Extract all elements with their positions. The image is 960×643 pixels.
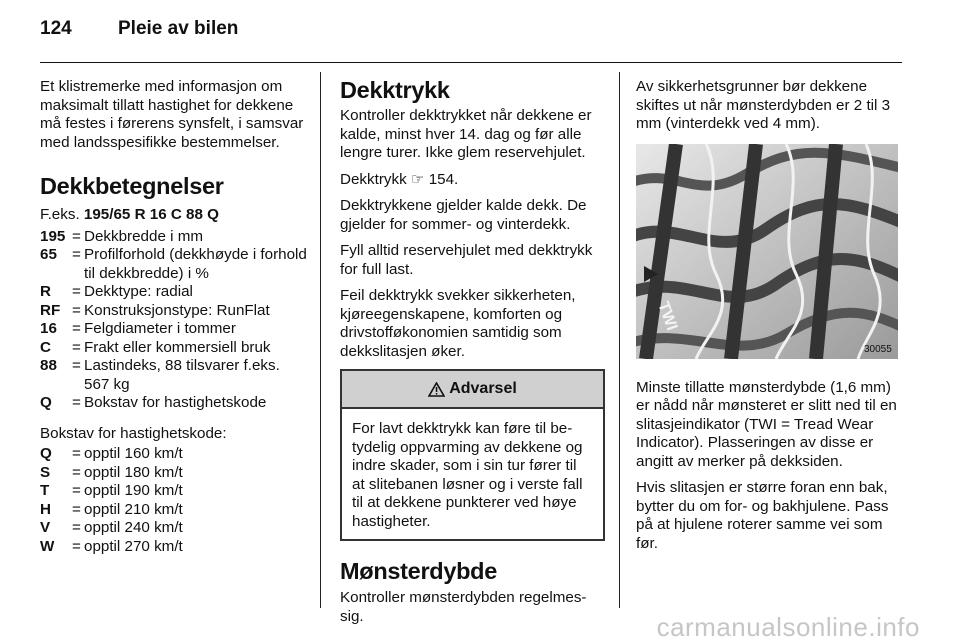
speed-code-row-term: W <box>40 537 55 555</box>
figure-number: 30055 <box>864 343 892 355</box>
definition-row-eq: = <box>72 283 81 300</box>
definition-row <box>40 246 308 283</box>
definition-row-eq: = <box>72 338 81 356</box>
speed-code-row-desc: opptil 190 km/t <box>84 482 183 499</box>
column-divider-1 <box>320 72 321 608</box>
definition-row-desc: Bokstav for hastighetskode <box>84 394 267 411</box>
speed-code-row <box>40 445 308 464</box>
example-line <box>40 206 308 225</box>
column-divider-2 <box>619 72 620 608</box>
definition-row-desc: Konstruksjonstype: RunFlat <box>84 301 270 319</box>
speed-code-row-eq: = <box>72 537 81 555</box>
page-title: Pleie av bilen <box>118 18 239 39</box>
speed-code-intro: Bokstav for hastighetskode: <box>40 424 227 442</box>
speed-code-row-eq: = <box>72 519 81 536</box>
definition-row <box>40 302 308 321</box>
speed-code-row-term: T <box>40 482 50 499</box>
speed-code-row-desc: opptil 180 km/t <box>84 463 183 481</box>
definition-row <box>40 339 308 358</box>
speed-code-row-desc: opptil 210 km/t <box>84 500 183 518</box>
watermark: carmanualsonline.info <box>656 612 920 642</box>
column-middle <box>340 78 605 634</box>
warning-title: Advarsel <box>449 379 517 397</box>
warning-header <box>342 371 603 409</box>
section-heading-monsterdybde: Mønsterdybde <box>340 558 497 584</box>
speed-code-row <box>40 538 308 557</box>
definition-row-term: R <box>40 283 51 300</box>
definition-row <box>40 320 308 339</box>
definition-row-desc: Lastindeks, 88 tilsvarer f.eks. 567 kg <box>84 357 280 393</box>
speed-code-row <box>40 501 308 520</box>
definition-row <box>40 228 308 247</box>
definition-row-desc: Dekktype: radial <box>84 283 193 300</box>
speed-code-row <box>40 482 308 501</box>
paragraph-cold-tires: Dekktrykkene gjelder kalde dekk. De gjelder for sommer- og vinterdekk. <box>340 197 587 233</box>
definition-row-eq: = <box>72 246 81 263</box>
speed-code-row <box>40 519 308 538</box>
paragraph-swap-wheels: Hvis slitasjen er større foran enn bak, bytter du om for- og bakhjulene. Pass på at hjulene roterer samme vei som før. <box>636 479 889 552</box>
definition-row <box>40 394 308 413</box>
speed-code-row-eq: = <box>72 445 81 462</box>
paragraph-replace-tires: Av sikkerhetsgrunner bør dekkene skiftes ut når mønsterdybden er 2 til 3 mm (vinterdekk ved 4 mm). <box>636 78 891 132</box>
speed-code-row-desc: opptil 160 km/t <box>84 445 183 462</box>
definition-row <box>40 283 308 302</box>
tire-code-definition-list <box>40 228 308 413</box>
speed-code-list <box>40 445 308 556</box>
speed-code-row-term: V <box>40 519 51 536</box>
definition-row-term: 65 <box>40 246 57 263</box>
warning-text: For lavt dekktrykk kan føre til betydelig oppvarming av dekkene og indre skader, som i sin tur fører til at slitebanen løsner og i verste fall til at dekkene punkterer ved høye hastigheter. <box>352 420 583 530</box>
definition-row-term: RF <box>40 301 61 319</box>
speed-code-row-eq: = <box>72 500 81 518</box>
definition-row-desc: Felgdiameter i tommer <box>84 320 236 337</box>
paragraph-check-tread-depth: Kontroller mønsterdybden regelmessig. <box>340 589 587 625</box>
speed-code-row-term: S <box>40 463 51 481</box>
example-code: 195/65 R 16 C 88 Q <box>83 206 219 223</box>
definition-row-term: Q <box>40 394 52 411</box>
paragraph-wrong-pressure: Feil dekktrykk svekker sikkerheten, kjøreegenskapene, komforten og drivstofføkonomien samtidig som dekkslitasjen øker. <box>340 287 576 360</box>
definition-row-desc: Profilforhold (dekkhøyde i forhold til dekkbredde) i % <box>84 246 307 282</box>
speed-code-row-term: H <box>40 500 51 518</box>
paragraph-spare-wheel: Fyll alltid reservehjulet med dekktrykk for full last. <box>340 242 593 278</box>
paragraph-check-pressure: Kontroller dekktrykket når dekkene er kalde, minst hver 14. dag og før alle lengre turer. Ikke glem reservehjulet. <box>340 107 592 161</box>
speed-code-row-eq: = <box>72 463 81 481</box>
speed-code-row-desc: opptil 240 km/t <box>84 519 183 536</box>
definition-row-eq: = <box>72 320 81 337</box>
paragraph-pressure-reference: Dekktrykk ☞ 154. <box>340 170 459 188</box>
section-heading-dekktrykk: Dekktrykk <box>340 77 450 103</box>
speed-code-row-term: Q <box>40 445 52 462</box>
tire-tread-illustration <box>636 144 898 359</box>
definition-row-term: 88 <box>40 357 57 374</box>
definition-row-eq: = <box>72 301 81 319</box>
intro-paragraph: Et klistremerke med informasjon om maksimalt tillatt hastighet for dekkene må festes i førerens synsfelt, i samsvar med landsspesifikke bestemmelser. <box>40 78 304 151</box>
warning-triangle-icon <box>428 382 445 397</box>
paragraph-minimum-depth: Minste tillatte mønsterdybde (1,6 mm) er nådd når mønsteret er slitt ned til en slitasjeindikator (TWI = Tread Wear Indicator). Plasseringen av disse er angitt av merker på dekksiden. <box>636 378 897 470</box>
definition-row-term: 16 <box>40 320 57 337</box>
definition-row-desc: Dekkbredde i mm <box>84 227 204 245</box>
definition-row-term: 195 <box>40 227 66 245</box>
definition-row-desc: Frakt eller kommersiell bruk <box>84 338 271 356</box>
definition-row-eq: = <box>72 227 81 245</box>
definition-row <box>40 357 308 394</box>
column-right <box>636 78 908 561</box>
page-number: 124 <box>40 18 72 39</box>
speed-code-row <box>40 464 308 483</box>
speed-code-row-desc: opptil 270 km/t <box>84 537 183 555</box>
definition-row-eq: = <box>72 394 81 411</box>
speed-code-row-eq: = <box>72 482 81 499</box>
example-prefix: F.eks. <box>40 206 84 223</box>
column-left <box>40 78 308 568</box>
section-heading-dekkbetegnelser: Dekkbetegnelser <box>40 173 224 199</box>
twi-marking: TWI <box>654 299 681 333</box>
warning-box <box>340 369 605 541</box>
definition-row-term: C <box>40 338 51 356</box>
header-rule <box>40 62 902 63</box>
definition-row-eq: = <box>72 357 81 374</box>
